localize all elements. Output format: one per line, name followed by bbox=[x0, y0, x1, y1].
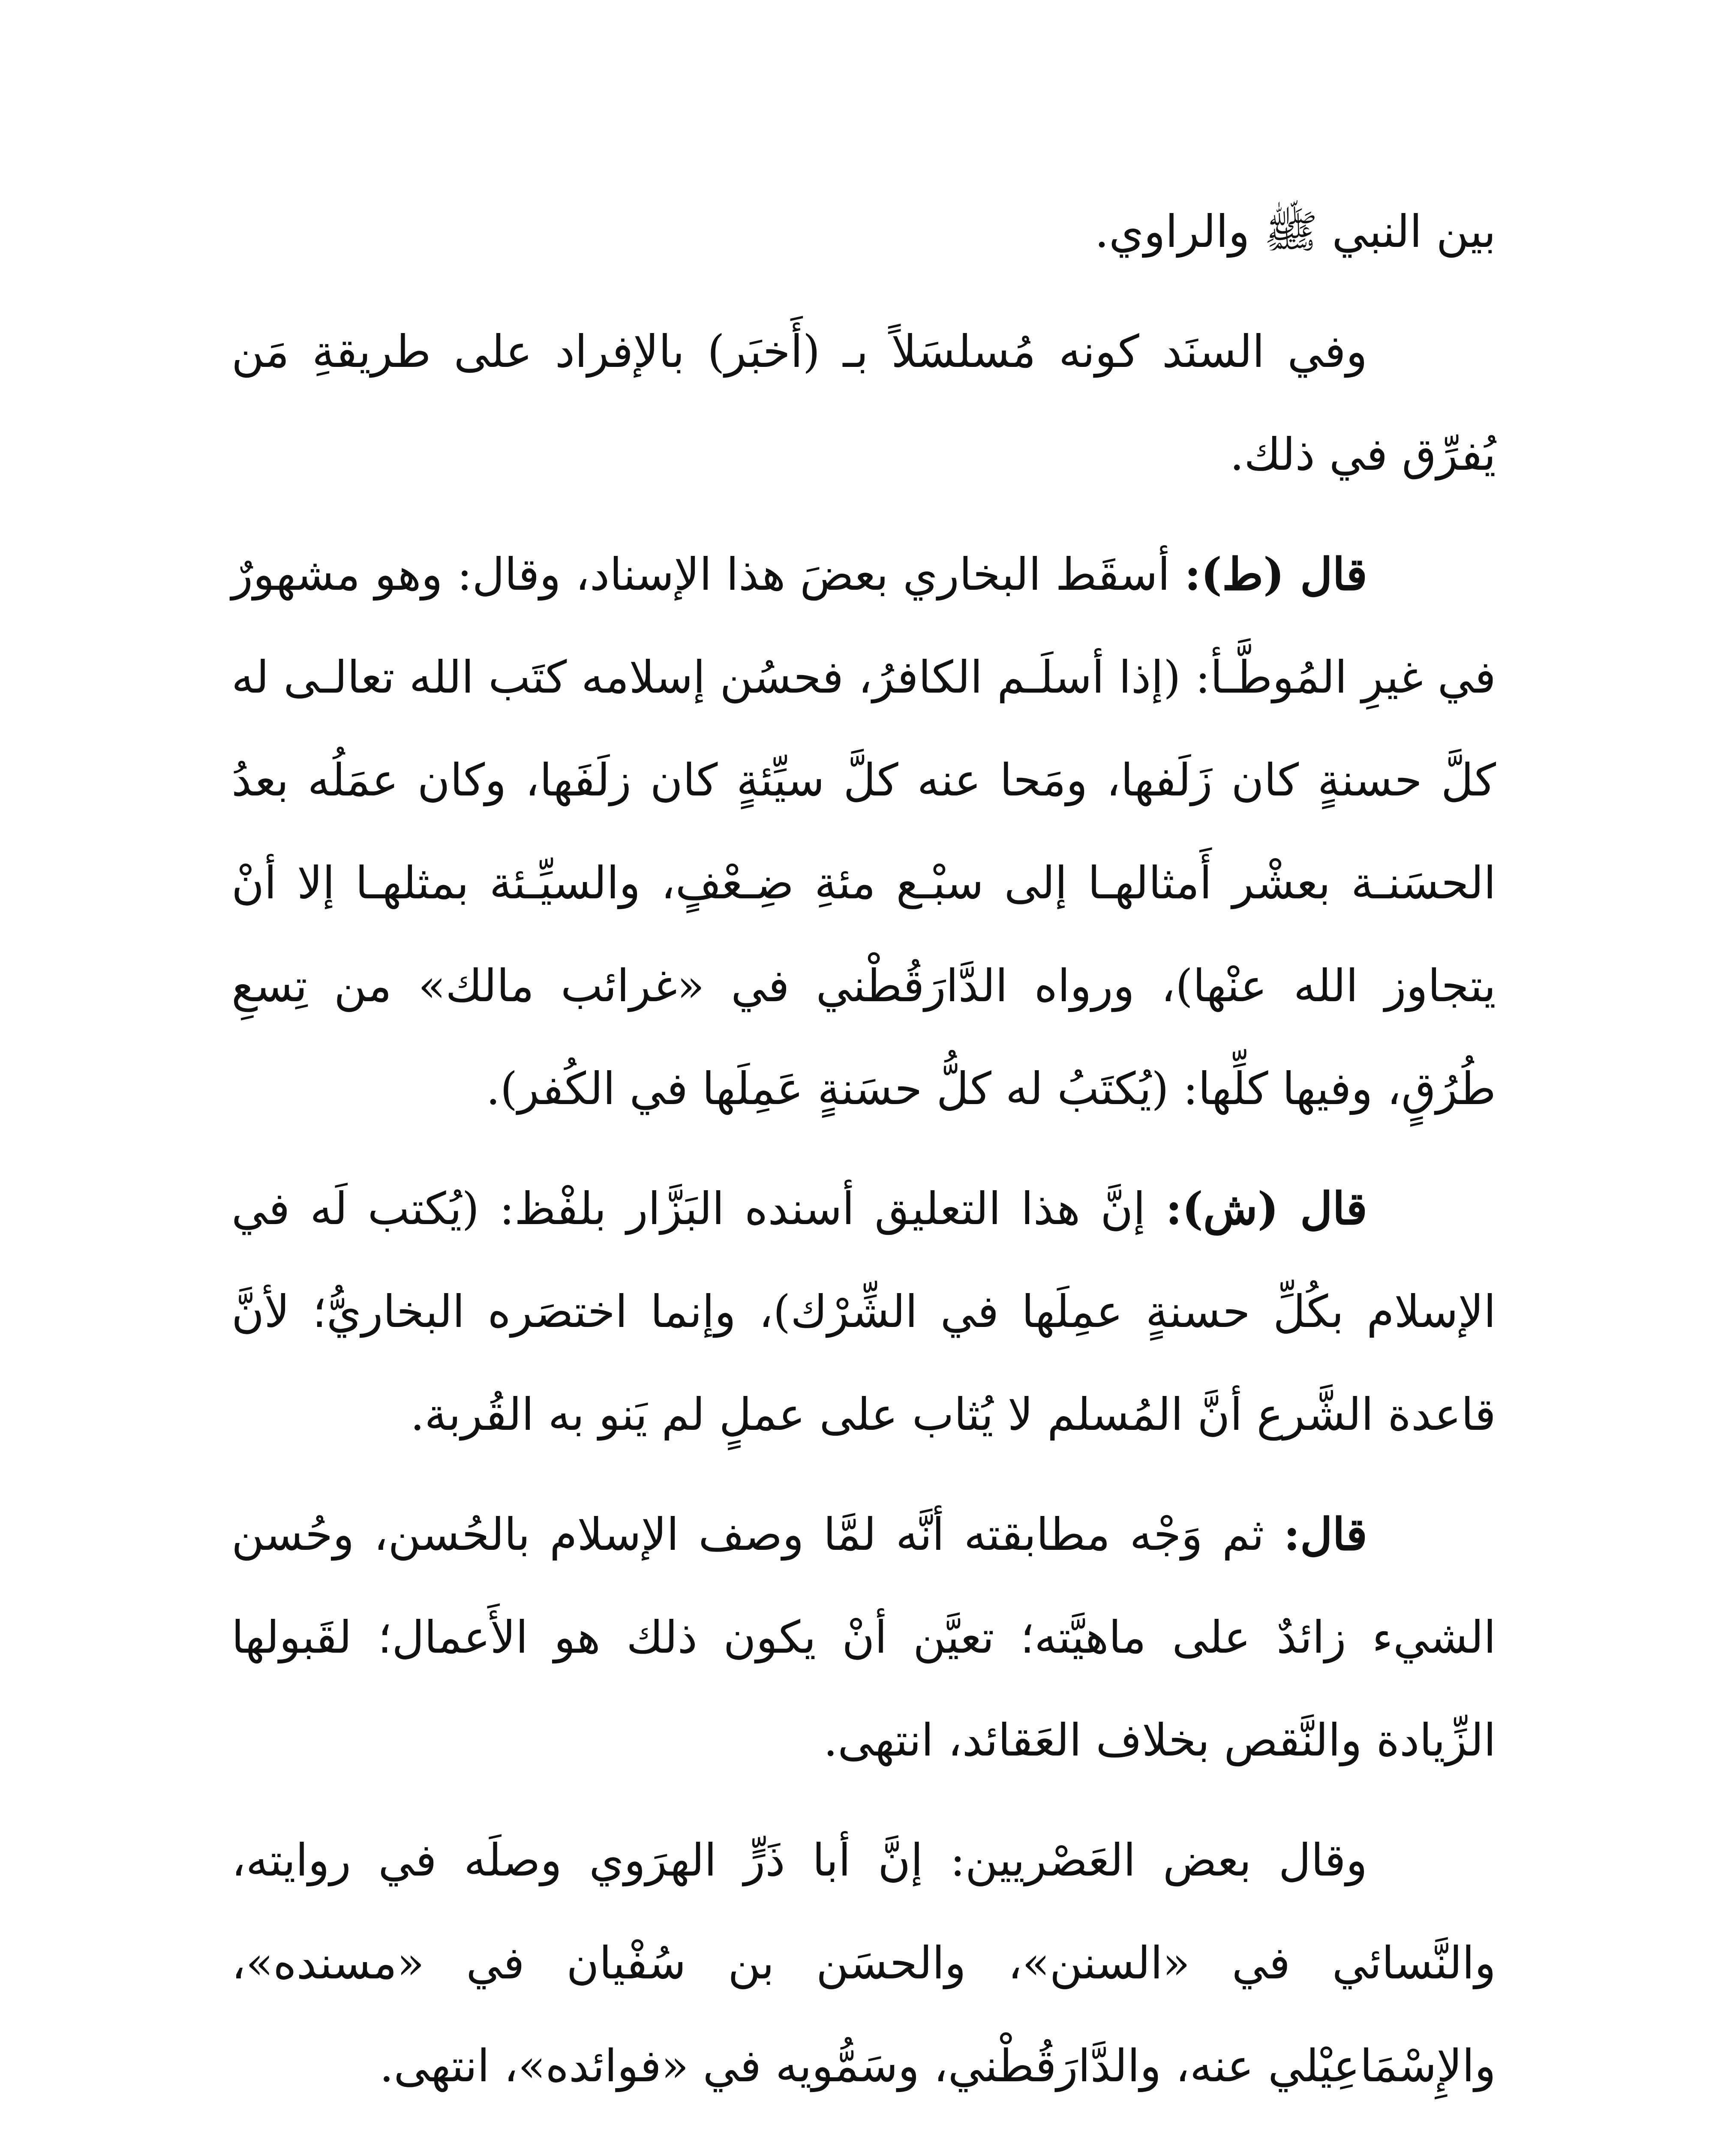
paragraph-1-text: بين النبي ﷺ والراوي. bbox=[1094, 205, 1496, 258]
paragraph-4 bbox=[231, 1157, 1496, 1466]
paragraph-6 bbox=[231, 1809, 1496, 2117]
paragraph-1 bbox=[231, 180, 1496, 283]
paragraph-7 bbox=[231, 2134, 1496, 2143]
paragraph-2 bbox=[231, 300, 1496, 506]
paragraph-5-text: ثم وَجْه مطابقته أنَّه لمَّا وصف الإسلام بالحُسن، وحُسن الشيء زائدٌ على ماهيَّته؛ تعيَّن أنْ يكون ذلك هو الأَعمال؛ لقَبولها الزِّيادة والنَّقص بخلاف العَقائد، انتهى. bbox=[231, 1508, 1496, 1766]
paragraph-3-text: أسقَط البخاري بعضَ هذا الإسناد، وقال: وهو مشهورٌ في غيرِ المُوطَّـأ: (إذا أسلَـم الكافرُ، فحسُن إسلامه كتَب الله تعالـى له كلَّ حسنةٍ كان زَلَفها، ومَحا عنه كلَّ سيِّئةٍ كان زلَفَها، وكان عمَلُه بعدُ الحسَنـة بعشْر أَمثالهـا إلى سبْـع مئةِ ضِـعْفٍ، والسيِّـئة بمثلهـا إلا أنْ يتجاوز الله عنْها)، ورواه الدَّارَقُطْني في «غرائب مالك» من تِسعِ طُرُقٍ، وفيها كلِّها: (يُكتَبُ له كلُّ حسَنةٍ عَمِلَها في الكُفر). bbox=[231, 548, 1496, 1115]
paragraph-4-text: إنَّ هذا التعليق أسنده البَزَّار بلفْظ: (يُكتب لَه في الإسلام بكُلِّ حسنةٍ عمِلَها في الشِّرْك)، وإنما اختصَره البخاريُّ؛ لأنَّ قاعدة الشَّرع أنَّ المُسلم لا يُثاب على عملٍ لم يَنو به القُربة. bbox=[231, 1183, 1496, 1441]
paragraph-3 bbox=[231, 523, 1496, 1140]
body-text bbox=[231, 180, 1496, 2143]
paragraph-4-lead: قال (ش): bbox=[1165, 1182, 1367, 1235]
paragraph-2-text: وفي السنَد كونه مُسلسَلاً بـ (أَخبَر) بالإفراد على طريقةِ مَن يُفرِّق في ذلك. bbox=[231, 325, 1496, 480]
paragraph-3-lead: قال (ط): bbox=[1184, 548, 1367, 600]
paragraph-5 bbox=[231, 1483, 1496, 1792]
paragraph-6-text: وقال بعض العَصْريين: إنَّ أبا ذَرٍّ الهرَوي وصلَه في روايته، والنَّسائي في «السنن»، والحسَن بن سُفْيان في «مسنده»، والإِسْمَاعِيْلي عنه، والدَّارَقُطْني، وسَمُّويه في «فوائده»، انتهى. bbox=[231, 1834, 1496, 2092]
paragraph-5-lead: قال: bbox=[1283, 1508, 1367, 1561]
